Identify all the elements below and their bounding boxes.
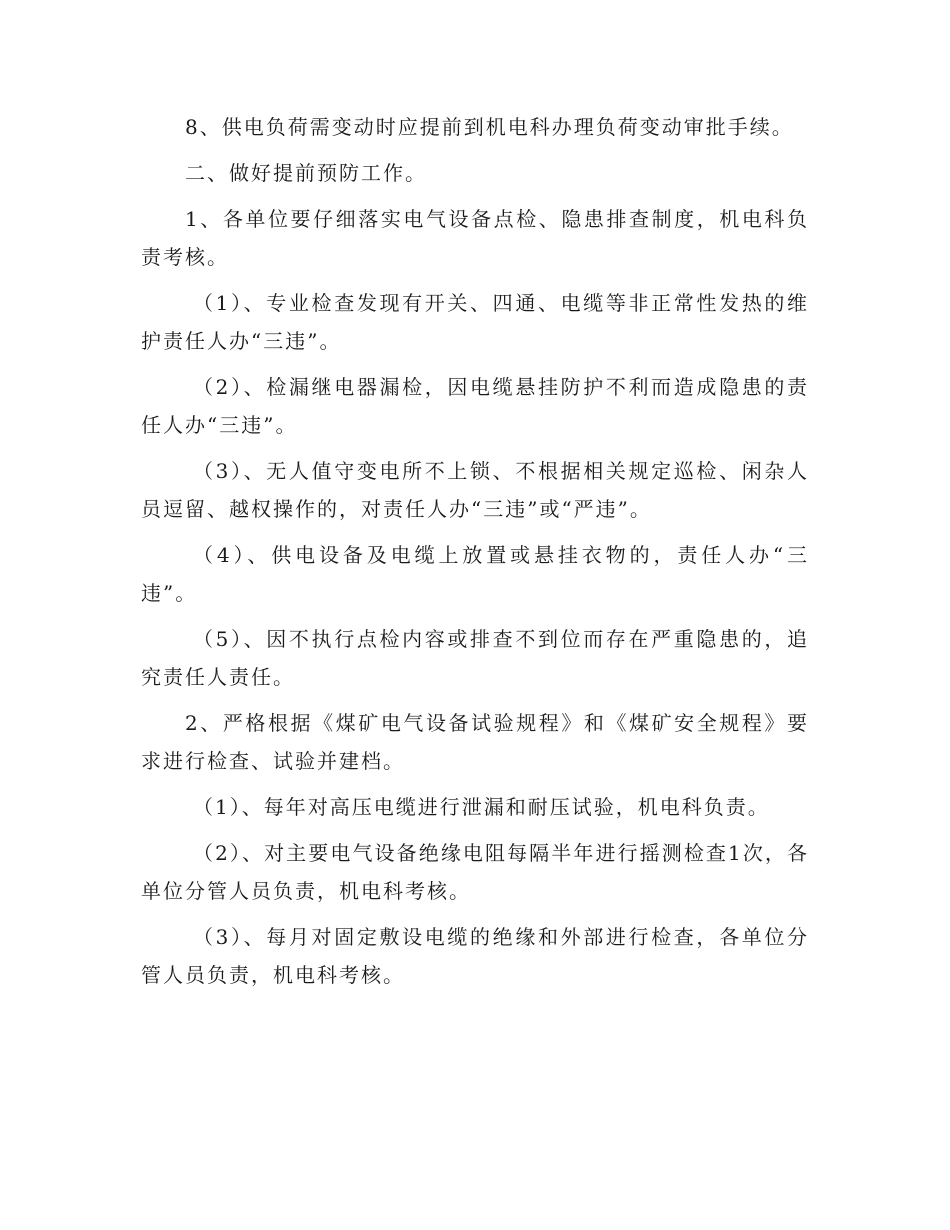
section-heading-prevention: 二、做好提前预防工作。 (185, 161, 427, 185)
paragraph-item-1: 1、各单位要仔细落实电气设备点检、隐患排查制度，机电科负责考核。 (141, 207, 809, 269)
sub-item-2-3: （3）、每月对固定敷设电缆的绝缘和外部进行检查，各单位分管人员负责，机电科考核。 (141, 925, 809, 987)
document-body (141, 108, 809, 1002)
sub-item-1-5: （5）、因不执行点检内容或排查不到位而存在严重隐患的，追究责任人责任。 (141, 627, 809, 689)
sub-item-1-3: （3）、无人值守变电所不上锁、不根据相关规定巡检、闲杂人员逗留、越权操作的，对责任人办“三违”或“严违”。 (141, 459, 809, 521)
paragraph-item-8: 8、供电负荷需变动时应提前到机电科办理负荷变动审批手续。 (185, 115, 794, 139)
sub-item-2-2: （2）、对主要电气设备绝缘电阻每隔半年进行摇测检查1次，各单位分管人员负责，机电科考核。 (141, 841, 809, 903)
sub-item-1-1: （1）、专业检查发现有开关、四通、电缆等非正常性发热的维护责任人办“三违”。 (141, 291, 809, 353)
paragraph-item-2: 2、严格根据《煤矿电气设备试验规程》和《煤矿安全规程》要求进行检查、试验并建档。 (141, 711, 809, 773)
sub-item-2-1: （1）、每年对高压电缆进行泄漏和耐压试验，机电科负责。 (193, 795, 770, 819)
sub-item-1-4: （4）、供电设备及电缆上放置或悬挂衣物的，责任人办“三违”。 (141, 543, 809, 605)
sub-item-1-2: （2）、检漏继电器漏检，因电缆悬挂防护不利而造成隐患的责任人办“三违”。 (141, 375, 809, 437)
